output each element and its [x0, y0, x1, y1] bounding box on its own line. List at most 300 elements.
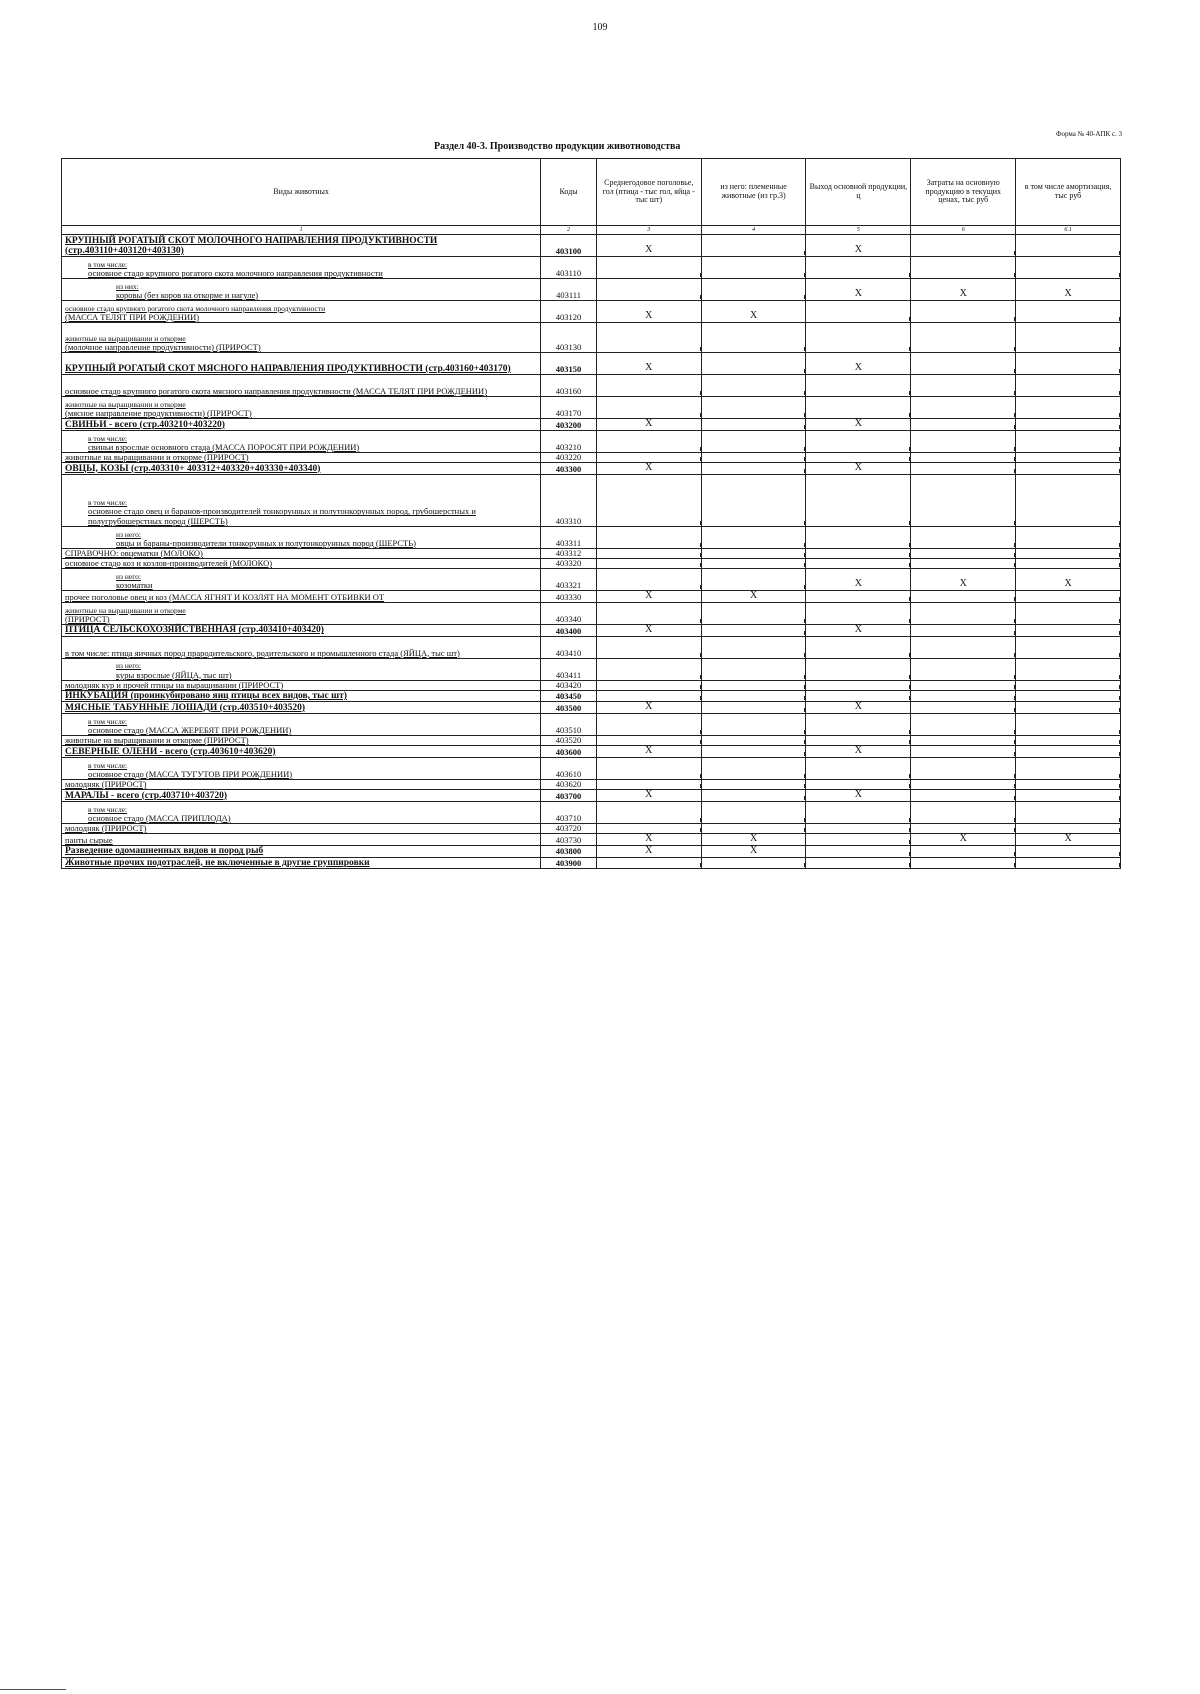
row-label-text: панты сырые — [65, 834, 113, 845]
cell-c5[interactable] — [806, 375, 911, 397]
cell-c61[interactable] — [1016, 257, 1121, 279]
row-label-text: молодняк (ПРИРОСТ) — [65, 778, 147, 789]
cell-c5: X — [806, 790, 911, 802]
cell-c6[interactable] — [911, 690, 1016, 701]
cell-c5[interactable] — [806, 823, 911, 833]
row-code: 403320 — [541, 558, 597, 568]
row-label-text: (МАССА ТЕЛЯТ ПРИ РОЖДЕНИИ) — [65, 311, 200, 322]
cell-c4[interactable] — [701, 526, 806, 548]
row-label — [62, 713, 541, 735]
row-code: 403100 — [541, 235, 597, 257]
cell-c6[interactable] — [911, 526, 1016, 548]
row-code: 403311 — [541, 526, 597, 548]
table-row — [62, 548, 1121, 558]
row-code: 403312 — [541, 548, 597, 558]
cell-c6[interactable] — [911, 713, 1016, 735]
cell-c6[interactable] — [911, 680, 1016, 690]
cell-c4[interactable] — [701, 636, 806, 658]
row-label-text: козоматки — [116, 579, 153, 590]
cell-c4[interactable] — [701, 353, 806, 375]
row-code: 403330 — [541, 591, 597, 603]
page-edge-line — [0, 1689, 66, 1690]
cell-c61[interactable] — [1016, 702, 1121, 714]
cell-c6[interactable] — [911, 746, 1016, 758]
cell-c61[interactable] — [1016, 548, 1121, 558]
table-row — [62, 419, 1121, 431]
row-label-prefix: животные на выращивании и откорме — [65, 333, 186, 343]
cell-c3: X — [596, 624, 701, 636]
cell-c3: X — [596, 746, 701, 758]
row-label-text: СПРАВОЧНО: овцематки (МОЛОКО) — [65, 547, 203, 558]
row-label-text: основное стадо коз и козлов-производителей (МОЛОКО) — [65, 557, 273, 568]
cell-c4[interactable] — [701, 569, 806, 591]
cell-c4[interactable] — [701, 474, 806, 526]
cell-c5[interactable] — [806, 713, 911, 735]
cell-c3: X — [596, 790, 701, 802]
column-number: 3 — [596, 226, 701, 235]
cell-c3[interactable] — [596, 323, 701, 353]
cell-c61: X — [1016, 834, 1121, 846]
cell-c6[interactable] — [911, 235, 1016, 257]
cell-c5[interactable] — [806, 680, 911, 690]
table-row — [62, 591, 1121, 603]
row-code: 403450 — [541, 690, 597, 701]
row-label — [62, 702, 541, 714]
row-label-text: животные на выращивании и откорме (ПРИРОСТ) — [65, 734, 249, 745]
cell-c5[interactable] — [806, 591, 911, 603]
row-code: 403510 — [541, 713, 597, 735]
table-row — [62, 790, 1121, 802]
cell-c61[interactable] — [1016, 558, 1121, 568]
row-code: 403210 — [541, 430, 597, 452]
cell-c3[interactable] — [596, 558, 701, 568]
cell-c5[interactable] — [806, 548, 911, 558]
cell-c4[interactable] — [701, 419, 806, 431]
row-label-text: животные на выращивании и откорме (ПРИРОСТ) — [65, 451, 249, 462]
cell-c61[interactable] — [1016, 462, 1121, 474]
cell-c6: X — [911, 834, 1016, 846]
table-row — [62, 353, 1121, 375]
cell-c3[interactable] — [596, 801, 701, 823]
cell-c6[interactable] — [911, 353, 1016, 375]
row-label-prefix: животные на выращивании и откорме — [65, 605, 186, 615]
cell-c61[interactable] — [1016, 823, 1121, 833]
row-label-prefix: в том числе: — [88, 716, 128, 726]
row-label-text: ПТИЦА СЕЛЬСКОХОЗЯЙСТВЕННАЯ (стр.403410+403420) — [65, 625, 324, 636]
cell-c3[interactable] — [596, 257, 701, 279]
table-row — [62, 857, 1121, 868]
row-label-prefix: в том числе: — [88, 259, 128, 269]
cell-c4[interactable] — [701, 462, 806, 474]
row-code: 403710 — [541, 801, 597, 823]
row-label — [62, 430, 541, 452]
row-code: 403600 — [541, 746, 597, 758]
row-label-text: основное стадо овец и баранов-производителей тонкорунных и полутонкорунных пород, грубошерстных и полугрубошерстных пород (ШЕРСТЬ) — [88, 506, 476, 526]
cell-c6[interactable] — [911, 702, 1016, 714]
cell-c4[interactable] — [701, 375, 806, 397]
row-code: 403720 — [541, 823, 597, 833]
cell-c61[interactable] — [1016, 235, 1121, 257]
column-number: 5 — [806, 226, 911, 235]
row-label — [62, 526, 541, 548]
row-label — [62, 235, 541, 257]
cell-c61: X — [1016, 279, 1121, 301]
cell-c4[interactable] — [701, 735, 806, 745]
row-code: 403200 — [541, 419, 597, 431]
table-row — [62, 602, 1121, 624]
cell-c6[interactable] — [911, 558, 1016, 568]
cell-c6[interactable] — [911, 474, 1016, 526]
cell-c4[interactable] — [701, 823, 806, 833]
cell-c4[interactable] — [701, 690, 806, 701]
table-row — [62, 375, 1121, 397]
cell-c61[interactable] — [1016, 713, 1121, 735]
row-label — [62, 680, 541, 690]
cell-c3[interactable] — [596, 375, 701, 397]
cell-c6[interactable] — [911, 430, 1016, 452]
row-label-prefix: из него: — [116, 661, 141, 671]
row-label-text: (мясное направление продуктивности) (ПРИРОСТ) — [65, 407, 252, 418]
cell-c61[interactable] — [1016, 526, 1121, 548]
cell-c6[interactable] — [911, 779, 1016, 789]
row-code: 403610 — [541, 757, 597, 779]
row-label — [62, 779, 541, 789]
page-number: 109 — [592, 22, 608, 33]
cell-c5[interactable] — [806, 690, 911, 701]
column-number-row — [62, 226, 1121, 235]
cell-c6[interactable] — [911, 462, 1016, 474]
cell-c61[interactable] — [1016, 323, 1121, 353]
row-label — [62, 801, 541, 823]
header-breeding-animals: из него: племенные животные (из гр.3) — [701, 159, 806, 226]
row-label-text: основное стадо (МАССА ТУГУТОВ ПРИ РОЖДЕНИИ) — [88, 768, 293, 779]
row-label — [62, 845, 541, 857]
cell-c5[interactable] — [806, 526, 911, 548]
cell-c61[interactable] — [1016, 375, 1121, 397]
row-label — [62, 452, 541, 462]
cell-c6[interactable] — [911, 845, 1016, 857]
cell-c3: X — [596, 845, 701, 857]
cell-c3[interactable] — [596, 526, 701, 548]
cell-c5[interactable] — [806, 735, 911, 745]
cell-c5: X — [806, 279, 911, 301]
cell-c5: X — [806, 462, 911, 474]
cell-c61[interactable] — [1016, 602, 1121, 624]
cell-c61[interactable] — [1016, 658, 1121, 680]
row-code: 403321 — [541, 569, 597, 591]
cell-c61[interactable] — [1016, 301, 1121, 323]
cell-c61[interactable] — [1016, 779, 1121, 789]
cell-c3[interactable] — [596, 658, 701, 680]
header-costs: Затраты на основную продукцию в текущих ценах, тыс руб — [911, 159, 1016, 226]
row-label-prefix: животные на выращивании и откорме — [65, 399, 186, 409]
column-number: 6.1 — [1016, 226, 1121, 235]
row-label — [62, 857, 541, 868]
row-code: 403300 — [541, 462, 597, 474]
row-code: 403410 — [541, 636, 597, 658]
cell-c4[interactable] — [701, 235, 806, 257]
row-code: 403411 — [541, 658, 597, 680]
row-label — [62, 558, 541, 568]
cell-c6[interactable] — [911, 419, 1016, 431]
row-label — [62, 834, 541, 846]
row-label — [62, 474, 541, 526]
table-row — [62, 636, 1121, 658]
row-code: 403310 — [541, 474, 597, 526]
cell-c3[interactable] — [596, 735, 701, 745]
cell-c6[interactable] — [911, 602, 1016, 624]
header-main-output: Выход основной продукции, ц — [806, 159, 911, 226]
table-row — [62, 279, 1121, 301]
cell-c3: X — [596, 702, 701, 714]
row-code: 403111 — [541, 279, 597, 301]
cell-c4[interactable] — [701, 323, 806, 353]
cell-c61[interactable] — [1016, 452, 1121, 462]
cell-c61[interactable] — [1016, 801, 1121, 823]
header-codes: Коды — [541, 159, 597, 226]
cell-c5[interactable] — [806, 397, 911, 419]
cell-c6[interactable] — [911, 735, 1016, 745]
row-code: 403800 — [541, 845, 597, 857]
row-label-text: свиньи взрослые основного стада (МАССА ПОРОСЯТ ПРИ РОЖДЕНИИ) — [88, 441, 360, 452]
cell-c61[interactable] — [1016, 419, 1121, 431]
cell-c4[interactable] — [701, 452, 806, 462]
section-title: Раздел 40-3. Производство продукции животноводства — [434, 141, 681, 152]
table-row — [62, 526, 1121, 548]
cell-c3[interactable] — [596, 857, 701, 868]
cell-c61[interactable] — [1016, 735, 1121, 745]
row-label-prefix: в том числе: — [88, 433, 128, 443]
table-row — [62, 779, 1121, 789]
cell-c4: X — [701, 834, 806, 846]
row-label — [62, 658, 541, 680]
row-label-text: прочее поголовье овец и коз (МАССА ЯГНЯТ И КОЗЛЯТ НА МОМЕНТ ОТБИВКИ ОТ — [65, 591, 385, 602]
cell-c4[interactable] — [701, 746, 806, 758]
cell-c6[interactable] — [911, 624, 1016, 636]
cell-c4[interactable] — [701, 779, 806, 789]
cell-c5[interactable] — [806, 636, 911, 658]
cell-c6[interactable] — [911, 375, 1016, 397]
cell-c61[interactable] — [1016, 857, 1121, 868]
row-label-text: СЕВЕРНЫЕ ОЛЕНИ - всего (стр.403610+403620) — [65, 746, 276, 757]
row-label — [62, 602, 541, 624]
table-row — [62, 257, 1121, 279]
cell-c5[interactable] — [806, 857, 911, 868]
cell-c6[interactable] — [911, 257, 1016, 279]
cell-c61[interactable] — [1016, 845, 1121, 857]
cell-c3[interactable] — [596, 713, 701, 735]
row-label-prefix: в том числе: — [88, 804, 128, 814]
row-label-text: молодняк (ПРИРОСТ) — [65, 822, 147, 833]
row-label-prefix: основное стадо крупного рогатого скота молочного направления продуктивности — [65, 303, 326, 313]
cell-c3[interactable] — [596, 430, 701, 452]
cell-c5[interactable] — [806, 834, 911, 846]
cell-c3: X — [596, 301, 701, 323]
cell-c3[interactable] — [596, 690, 701, 701]
row-label — [62, 353, 541, 375]
cell-c5: X — [806, 419, 911, 431]
cell-c5[interactable] — [806, 658, 911, 680]
cell-c3[interactable] — [596, 452, 701, 462]
row-label-text: (ПРИРОСТ) — [65, 613, 110, 624]
cell-c6[interactable] — [911, 757, 1016, 779]
cell-c3[interactable] — [596, 823, 701, 833]
row-label-prefix: из них: — [116, 281, 139, 291]
cell-c5[interactable] — [806, 757, 911, 779]
cell-c6[interactable] — [911, 636, 1016, 658]
cell-c6[interactable] — [911, 548, 1016, 558]
cell-c61[interactable] — [1016, 353, 1121, 375]
row-label-prefix: из него: — [116, 529, 141, 539]
row-label-text: основное стадо (МАССА ЖЕРЕБЯТ ПРИ РОЖДЕНИИ) — [88, 724, 292, 735]
table-row — [62, 690, 1121, 701]
header-depreciation: в том числе амортизация, тыс руб — [1016, 159, 1121, 226]
cell-c4[interactable] — [701, 397, 806, 419]
row-label — [62, 746, 541, 758]
cell-c6[interactable] — [911, 658, 1016, 680]
cell-c3[interactable] — [596, 548, 701, 558]
cell-c6[interactable] — [911, 301, 1016, 323]
header-average-headcount: Среднегодовое поголовье, гол (птица - тыс гол, яйца - тыс шт) — [596, 159, 701, 226]
cell-c6: X — [911, 569, 1016, 591]
cell-c5[interactable] — [806, 845, 911, 857]
table-row — [62, 713, 1121, 735]
cell-c4[interactable] — [701, 430, 806, 452]
cell-c6[interactable] — [911, 591, 1016, 603]
cell-c4[interactable] — [701, 624, 806, 636]
cell-c5[interactable] — [806, 474, 911, 526]
row-label — [62, 823, 541, 833]
cell-c61[interactable] — [1016, 690, 1121, 701]
row-label-text: КРУПНЫЙ РОГАТЫЙ СКОТ МОЛОЧНОГО НАПРАВЛЕНИЯ ПРОДУКТИВНОСТИ (стр.403110+403120+403130) — [65, 235, 438, 256]
cell-c5[interactable] — [806, 430, 911, 452]
cell-c4[interactable] — [701, 558, 806, 568]
cell-c3: X — [596, 419, 701, 431]
header-animal-types: Виды животных — [62, 159, 541, 226]
column-number: 6 — [911, 226, 1016, 235]
row-code: 403120 — [541, 301, 597, 323]
cell-c3[interactable] — [596, 779, 701, 789]
cell-c5: X — [806, 353, 911, 375]
cell-c6[interactable] — [911, 823, 1016, 833]
cell-c6[interactable] — [911, 397, 1016, 419]
cell-c3[interactable] — [596, 636, 701, 658]
row-label-text: коровы (без коров на откорме и нагуле) — [116, 289, 259, 300]
row-label-text: ОВЦЫ, КОЗЫ (стр.403310+ 403312+403320+403330+403340) — [65, 463, 321, 474]
row-label-text: основное стадо крупного рогатого скота мясного направления продуктивности (МАССА ТЕЛЯТ ПРИ РОЖДЕНИИ) — [65, 385, 488, 396]
table-row — [62, 235, 1121, 257]
cell-c3[interactable] — [596, 680, 701, 690]
cell-c4[interactable] — [701, 680, 806, 690]
cell-c5[interactable] — [806, 801, 911, 823]
table-row — [62, 452, 1121, 462]
cell-c4[interactable] — [701, 279, 806, 301]
cell-c4[interactable] — [701, 857, 806, 868]
row-code: 403700 — [541, 790, 597, 802]
cell-c4[interactable] — [701, 713, 806, 735]
cell-c61[interactable] — [1016, 636, 1121, 658]
cell-c61[interactable] — [1016, 591, 1121, 603]
cell-c3: X — [596, 235, 701, 257]
cell-c4[interactable] — [701, 257, 806, 279]
cell-c3[interactable] — [596, 474, 701, 526]
row-label-prefix: из него: — [116, 571, 141, 581]
row-code: 403500 — [541, 702, 597, 714]
livestock-production-table — [61, 158, 1121, 869]
cell-c6[interactable] — [911, 857, 1016, 868]
cell-c5[interactable] — [806, 779, 911, 789]
cell-c4: X — [701, 301, 806, 323]
cell-c61[interactable] — [1016, 397, 1121, 419]
cell-c5: X — [806, 624, 911, 636]
cell-c3: X — [596, 462, 701, 474]
table-row — [62, 430, 1121, 452]
cell-c61[interactable] — [1016, 746, 1121, 758]
cell-c6[interactable] — [911, 790, 1016, 802]
row-code: 403520 — [541, 735, 597, 745]
column-number: 1 — [62, 226, 541, 235]
cell-c6[interactable] — [911, 801, 1016, 823]
cell-c4[interactable] — [701, 790, 806, 802]
cell-c61[interactable] — [1016, 430, 1121, 452]
cell-c4[interactable] — [701, 801, 806, 823]
cell-c5[interactable] — [806, 602, 911, 624]
table-row — [62, 462, 1121, 474]
row-label — [62, 548, 541, 558]
row-label-text: Разведение одомашненных видов и пород рыб — [65, 846, 264, 857]
cell-c5[interactable] — [806, 323, 911, 353]
cell-c61[interactable] — [1016, 680, 1121, 690]
table-row — [62, 757, 1121, 779]
cell-c4: X — [701, 845, 806, 857]
row-label-prefix: в том числе: — [88, 498, 128, 508]
cell-c61[interactable] — [1016, 757, 1121, 779]
table-row — [62, 569, 1121, 591]
cell-c3[interactable] — [596, 569, 701, 591]
cell-c5[interactable] — [806, 301, 911, 323]
cell-c4[interactable] — [701, 702, 806, 714]
cell-c4[interactable] — [701, 658, 806, 680]
cell-c61[interactable] — [1016, 624, 1121, 636]
cell-c4[interactable] — [701, 602, 806, 624]
cell-c3[interactable] — [596, 602, 701, 624]
cell-c3[interactable] — [596, 397, 701, 419]
row-label-text: основное стадо (МАССА ПРИПЛОДА) — [88, 812, 231, 823]
cell-c3[interactable] — [596, 279, 701, 301]
table-row — [62, 624, 1121, 636]
cell-c4[interactable] — [701, 757, 806, 779]
cell-c5[interactable] — [806, 452, 911, 462]
row-label-text: Животные прочих подотраслей, не включенные в другие группировки — [65, 857, 370, 868]
cell-c6[interactable] — [911, 452, 1016, 462]
row-label-text: овцы и бараны-производители тонкорунных и полутонкорунных пород (ШЕРСТЬ) — [116, 537, 416, 548]
row-code: 403620 — [541, 779, 597, 789]
row-code: 403730 — [541, 834, 597, 846]
cell-c4[interactable] — [701, 548, 806, 558]
cell-c5[interactable] — [806, 558, 911, 568]
cell-c3[interactable] — [596, 757, 701, 779]
cell-c61[interactable] — [1016, 790, 1121, 802]
cell-c6[interactable] — [911, 323, 1016, 353]
row-label-text: КРУПНЫЙ РОГАТЫЙ СКОТ МЯСНОГО НАПРАВЛЕНИЯ ПРОДУКТИВНОСТИ (стр.403160+403170) — [65, 363, 511, 374]
row-label-prefix: в том числе: — [88, 760, 128, 770]
row-code: 403420 — [541, 680, 597, 690]
cell-c61[interactable] — [1016, 474, 1121, 526]
table-row — [62, 680, 1121, 690]
cell-c5: X — [806, 235, 911, 257]
cell-c5[interactable] — [806, 257, 911, 279]
row-code: 403900 — [541, 857, 597, 868]
